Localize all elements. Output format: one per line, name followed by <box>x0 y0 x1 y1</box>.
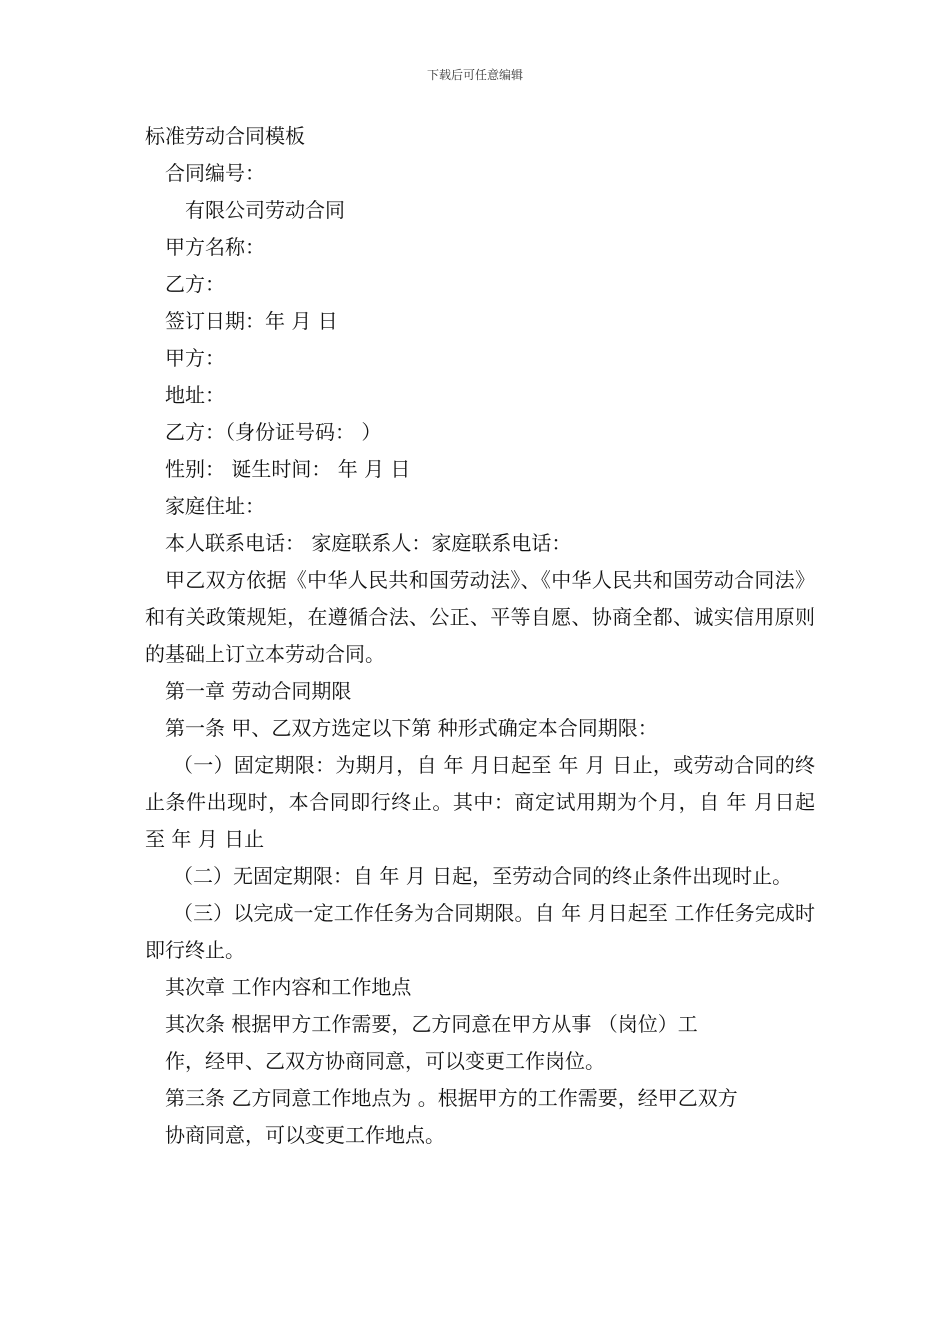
article-2-line-1: 其次条 根据甲方工作需要，乙方同意在甲方从事 （岗位）工 <box>165 1012 698 1036</box>
term-open-paragraph: （二）无固定期限：自 年 月 日起，至劳动合同的终止条件出现时止。 <box>173 864 793 888</box>
party-b-id-field: 乙方：（身份证号码： ） <box>165 420 382 444</box>
article-2-line-2: 作，经甲、乙双方协商同意，可以变更工作岗位。 <box>165 1049 605 1073</box>
home-address-field: 家庭住址： <box>165 494 265 518</box>
address-field: 地址： <box>165 383 225 407</box>
sign-date-field: 签订日期：年 月 日 <box>165 309 338 333</box>
party-b-field: 乙方： <box>165 272 225 296</box>
article-3-line-1: 第三条 乙方同意工作地点为 。根据甲方的工作需要，经甲乙双方 <box>165 1086 738 1110</box>
preamble-paragraph: 甲乙双方依据《中华人民共和国劳动法》、《中华人民共和国劳动合同法》和有关政策规矩，在遵循合法、公正、平等自愿、协商全都、诚实信用原则的基础上订立本劳动合同。 <box>145 568 815 666</box>
article-3-line-2: 协商同意，可以变更工作地点。 <box>165 1123 445 1147</box>
party-a-name-field: 甲方名称： <box>165 235 265 259</box>
document-body <box>145 118 815 1154</box>
chapter-1-heading: 第一章 劳动合同期限 <box>165 679 352 703</box>
company-heading: 有限公司劳动合同 <box>185 198 345 222</box>
term-fixed-paragraph: （一）固定期限：为期月，自 年 月日起至 年 月 日止，或劳动合同的终止条件出现时，本合同即行终止。其中：商定试用期为个月，自 年 月日起至 年 月 日止 <box>145 753 815 851</box>
gender-birth-field: 性别： 诞生时间： 年 月 日 <box>165 457 411 481</box>
party-a-field: 甲方： <box>165 346 225 370</box>
document-title: 标准劳动合同模板 <box>145 124 305 148</box>
article-1: 第一条 甲、乙双方选定以下第 种形式确定本合同期限： <box>165 716 658 740</box>
contract-number-field: 合同编号： <box>165 161 265 185</box>
chapter-2-heading: 其次章 工作内容和工作地点 <box>165 975 412 999</box>
page-header-note: 下载后可任意编辑 <box>426 68 523 82</box>
contacts-field: 本人联系电话： 家庭联系人：家庭联系电话： <box>165 531 572 555</box>
term-task-paragraph: （三）以完成一定工作任务为合同期限。自 年 月日起至 工作任务完成时即行终止。 <box>145 901 815 962</box>
